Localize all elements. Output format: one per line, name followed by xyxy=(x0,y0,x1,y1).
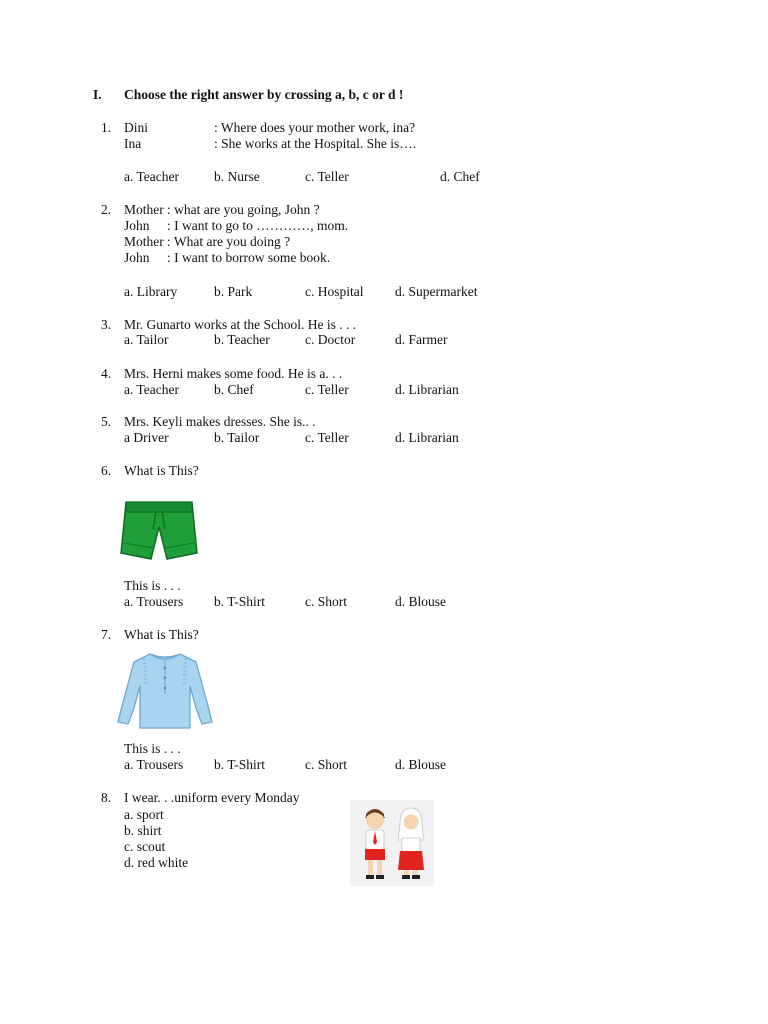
option-d[interactable]: d. Librarian xyxy=(395,430,459,445)
question-text: What is This? xyxy=(124,627,199,642)
option-a[interactable]: a. sport xyxy=(124,807,164,822)
option-c[interactable]: c. Short xyxy=(305,594,347,609)
option-d[interactable]: d. Supermarket xyxy=(395,284,478,299)
option-a[interactable]: a Driver xyxy=(124,430,169,445)
option-b[interactable]: b. shirt xyxy=(124,823,162,838)
dialog-speaker: John xyxy=(124,218,150,233)
dialog-line: : what are you going, John ? xyxy=(167,202,320,217)
option-d[interactable]: d. red white xyxy=(124,855,189,870)
option-b[interactable]: b. Tailor xyxy=(214,430,260,445)
option-c[interactable]: c. Teller xyxy=(305,382,349,397)
instruction-heading: Choose the right answer by crossing a, b, c or d ! xyxy=(124,87,404,102)
question-text: Mr. Gunarto works at the School. He is . . . xyxy=(124,317,357,332)
option-d[interactable]: d. Librarian xyxy=(395,382,459,397)
option-c[interactable]: c. Teller xyxy=(305,430,349,445)
option-a[interactable]: a. Tailor xyxy=(124,332,169,347)
option-d[interactable]: d. Chef xyxy=(440,169,480,184)
option-a[interactable]: a. Teacher xyxy=(124,382,180,397)
option-b[interactable]: b. T-Shirt xyxy=(214,594,266,609)
question-text: I wear. . .uniform every Monday xyxy=(124,790,300,805)
green-shorts-icon xyxy=(118,493,200,567)
dialog-line: : Where does your mother work, ina? xyxy=(214,120,416,135)
dialog-speaker: Ina xyxy=(124,136,142,151)
option-c[interactable]: c. Doctor xyxy=(305,332,356,347)
option-d[interactable]: d. Blouse xyxy=(395,594,447,609)
dialog-line: : I want to borrow some book. xyxy=(167,250,331,265)
question-text: Mrs. Herni makes some food. He is a. . . xyxy=(124,366,343,381)
question-number: 5. xyxy=(101,414,112,429)
option-b[interactable]: b. Teacher xyxy=(214,332,270,347)
option-d[interactable]: d. Farmer xyxy=(395,332,448,347)
question-number: 4. xyxy=(101,366,112,381)
option-c[interactable]: c. scout xyxy=(124,839,166,854)
answer-prompt: This is . . . xyxy=(124,578,181,593)
dialog-line: : What are you doing ? xyxy=(167,234,291,249)
question-number: 7. xyxy=(101,627,112,642)
question-number: 1. xyxy=(101,120,112,135)
dialog-speaker: Mother xyxy=(124,234,164,249)
dialog-speaker: Dini xyxy=(124,120,149,135)
blue-blouse-icon xyxy=(116,650,214,732)
option-b[interactable]: b. Chef xyxy=(214,382,254,397)
option-c[interactable]: c. Hospital xyxy=(305,284,364,299)
option-b[interactable]: b. Park xyxy=(214,284,253,299)
dialog-line: : She works at the Hospital. She is…. xyxy=(214,136,417,151)
option-c[interactable]: c. Short xyxy=(305,757,347,772)
option-a[interactable]: a. Library xyxy=(124,284,178,299)
option-b[interactable]: b. Nurse xyxy=(214,169,260,184)
option-a[interactable]: a. Trousers xyxy=(124,757,184,772)
question-number: 3. xyxy=(101,317,112,332)
option-b[interactable]: b. T-Shirt xyxy=(214,757,266,772)
question-number: 2. xyxy=(101,202,112,217)
option-d[interactable]: d. Blouse xyxy=(395,757,447,772)
students-uniform-icon xyxy=(350,800,434,886)
question-number: 6. xyxy=(101,463,112,478)
question-text: Mrs. Keyli makes dresses. She is.. . xyxy=(124,414,316,429)
dialog-speaker: Mother xyxy=(124,202,164,217)
question-number: 8. xyxy=(101,790,112,805)
option-c[interactable]: c. Teller xyxy=(305,169,349,184)
dialog-speaker: John xyxy=(124,250,150,265)
answer-prompt: This is . . . xyxy=(124,741,181,756)
section-numeral: I. xyxy=(93,87,102,102)
option-a[interactable]: a. Teacher xyxy=(124,169,180,184)
option-a[interactable]: a. Trousers xyxy=(124,594,184,609)
question-text: What is This? xyxy=(124,463,199,478)
dialog-line: : I want to go to …………, mom. xyxy=(167,218,349,233)
